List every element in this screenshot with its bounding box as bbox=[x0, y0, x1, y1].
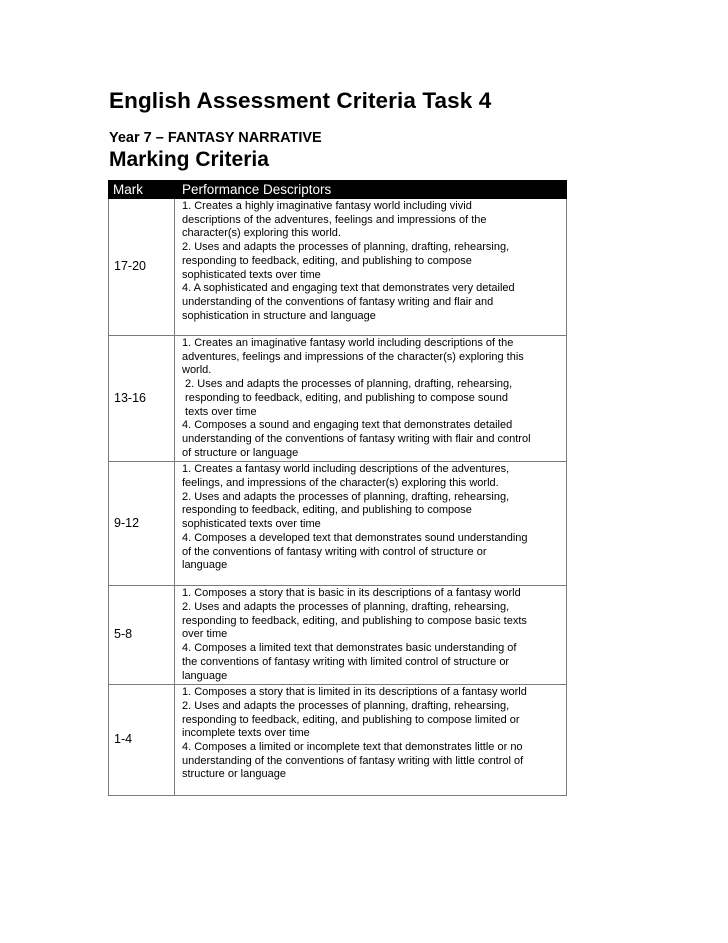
column-header-descriptors: Performance Descriptors bbox=[175, 181, 567, 199]
descriptor-line: 4. Composes a limited or incomplete text that demonstrates little or no bbox=[182, 741, 523, 754]
performance-descriptor bbox=[175, 462, 567, 586]
descriptor-line: 1. Creates a highly imaginative fantasy world including vivid bbox=[182, 200, 472, 212]
descriptor-line: world. bbox=[182, 364, 212, 377]
descriptor-line: the conventions of fantasy writing with limited control of structure or bbox=[182, 655, 510, 668]
table-row bbox=[109, 336, 567, 462]
document-title: English Assessment Criteria Task 4 bbox=[109, 88, 492, 113]
descriptor-line: feelings, and impressions of the character(s) exploring this world. bbox=[182, 477, 499, 490]
descriptor-line: responding to feedback, editing, and publishing to compose basic texts bbox=[182, 614, 527, 627]
descriptor-line: understanding of the conventions of fantasy writing with flair and control bbox=[182, 432, 531, 445]
mark-range: 1-4 bbox=[109, 685, 175, 796]
descriptor-line: 1. Composes a story that is basic in its descriptions of a fantasy world bbox=[182, 587, 521, 600]
descriptor-line: language bbox=[182, 669, 228, 682]
descriptor-line: of structure or language bbox=[182, 446, 299, 459]
descriptor-line: 2. Uses and adapts the processes of planning, drafting, rehearsing, bbox=[182, 601, 510, 614]
descriptor-line: 4. Composes a developed text that demonstrates sound understanding bbox=[182, 531, 528, 544]
table-row bbox=[109, 586, 567, 685]
descriptor-line: 1. Creates an imaginative fantasy world including descriptions of the bbox=[182, 337, 514, 349]
performance-descriptor bbox=[175, 336, 567, 462]
descriptor-line: descriptions of the adventures, feelings and impressions of the bbox=[182, 213, 487, 226]
descriptor-line: incomplete texts over time bbox=[182, 727, 310, 740]
descriptor-line: 4. Composes a limited text that demonstrates basic understanding of bbox=[182, 642, 517, 655]
descriptor-line: responding to feedback, editing, and publishing to compose bbox=[182, 254, 472, 267]
table-row bbox=[109, 199, 567, 336]
descriptor-line: sophistication in structure and language bbox=[182, 309, 376, 322]
descriptor-line: structure or language bbox=[182, 768, 286, 781]
descriptor-line: sophisticated texts over time bbox=[182, 268, 321, 281]
descriptor-line: sophisticated texts over time bbox=[182, 518, 321, 531]
descriptor-line: adventures, feelings and impressions of the character(s) exploring this bbox=[182, 350, 524, 363]
performance-descriptor bbox=[175, 199, 567, 336]
descriptor-line: 4. A sophisticated and engaging text that demonstrates very detailed bbox=[182, 282, 515, 295]
descriptor-line: texts over time bbox=[182, 405, 257, 418]
descriptor-line: understanding of the conventions of fantasy writing with little control of bbox=[182, 754, 524, 767]
descriptor-line: understanding of the conventions of fantasy writing and flair and bbox=[182, 295, 494, 308]
descriptor-line: character(s) exploring this world. bbox=[182, 227, 341, 240]
descriptor-line: 4. Composes a sound and engaging text that demonstrates detailed bbox=[182, 419, 513, 432]
descriptor-line: 2. Uses and adapts the processes of planning, drafting, rehearsing, bbox=[182, 241, 510, 254]
table-row bbox=[109, 685, 567, 796]
descriptor-line: language bbox=[182, 559, 228, 572]
descriptor-line: 1. Creates a fantasy world including descriptions of the adventures, bbox=[182, 463, 510, 476]
descriptor-line: 2. Uses and adapts the processes of planning, drafting, rehearsing, bbox=[182, 490, 510, 503]
column-header-mark: Mark bbox=[109, 181, 175, 199]
marking-criteria-table bbox=[108, 180, 567, 796]
descriptor-line: 2. Uses and adapts the processes of planning, drafting, rehearsing, bbox=[182, 699, 510, 712]
table-row bbox=[109, 462, 567, 586]
descriptor-line: responding to feedback, editing, and publishing to compose sound bbox=[182, 391, 508, 404]
descriptor-line: 2. Uses and adapts the processes of planning, drafting, rehearsing, bbox=[182, 378, 513, 391]
performance-descriptor bbox=[175, 586, 567, 685]
mark-range: 5-8 bbox=[109, 586, 175, 685]
document-subtitle: Year 7 – FANTASY NARRATIVE bbox=[109, 130, 322, 146]
mark-range: 13-16 bbox=[109, 336, 175, 462]
descriptor-line: responding to feedback, editing, and publishing to compose limited or bbox=[182, 713, 520, 726]
mark-range: 17-20 bbox=[109, 199, 175, 336]
mark-range: 9-12 bbox=[109, 462, 175, 586]
descriptor-line: of the conventions of fantasy writing with control of structure or bbox=[182, 545, 487, 558]
performance-descriptor bbox=[175, 685, 567, 796]
descriptor-line: 1. Composes a story that is limited in its descriptions of a fantasy world bbox=[182, 686, 527, 699]
section-heading: Marking Criteria bbox=[109, 148, 269, 171]
table-header-row bbox=[109, 181, 567, 199]
descriptor-line: responding to feedback, editing, and publishing to compose bbox=[182, 504, 472, 517]
descriptor-line: over time bbox=[182, 628, 228, 641]
